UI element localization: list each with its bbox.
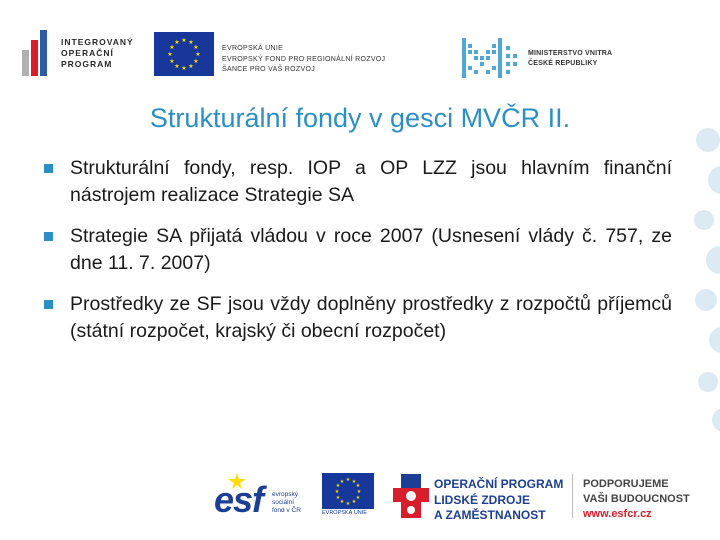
svg-text:★: ★ [195,51,201,58]
svg-text:★: ★ [174,39,180,46]
svg-text:★: ★ [167,51,173,58]
support-line: VAŠI BUDOUCNOST [583,493,690,505]
esf-wordmark: esf [214,479,264,520]
support-line: PODPORUJEME [583,478,669,490]
svg-text:★: ★ [356,489,362,495]
bullet-marker-icon [44,232,53,241]
svg-text:★: ★ [181,37,187,44]
op-lzz-line: OPERAČNÍ PROGRAM [434,477,564,491]
bullet-text: Strategie SA přijatá vládou v roce 2007 (Usnesení vlády č. 757, ze dne 11. 7. 2007) [70,225,672,274]
svg-text:★: ★ [181,65,187,72]
svg-text:★: ★ [335,495,341,501]
op-lzz-line: A ZAMĚSTNANOST [434,508,546,522]
svg-text:★: ★ [355,483,361,489]
svg-text:★: ★ [193,58,199,65]
eu-logo-line: EVROPSKÁ UNIE [222,45,284,52]
svg-text:★: ★ [174,63,180,70]
eu-logo-text [222,44,385,76]
iop-logo-line: OPERAČNÍ [61,47,114,58]
ministry-logo-line: MINISTERSTVO VNITRA [528,50,613,57]
ministry-logo-text [528,49,612,69]
esf-logo-line: fond v ČR [272,507,301,514]
iop-logo-line: INTEGROVANÝ [61,36,134,47]
bullet-item [44,155,672,209]
svg-text:★: ★ [169,58,175,65]
op-lzz-icon [393,474,429,518]
slide-title: Strukturální fondy v gesci MVČR II. [149,103,571,133]
bullet-text: Strukturální fondy, resp. IOP a OP LZZ jsou hlavním finanční nástrojem realizace Strategie SA [70,157,672,206]
op-lzz-text [434,477,563,524]
eu-flag-icon [154,32,214,76]
eu-flag-caption: EVROPSKÁ UNIE [322,510,367,516]
svg-text:★: ★ [188,39,194,46]
support-web-link[interactable]: www.esfcr.cz [583,508,652,520]
svg-text:★: ★ [351,499,357,505]
svg-text:★: ★ [339,499,345,505]
eu-logo-line: ŠANCE PRO VAŠ ROZVOJ [222,66,315,73]
eu-logo-line: EVROPSKÝ FOND PRO REGIONÁLNÍ ROZVOJ [222,55,386,63]
bullet-item [44,223,672,277]
svg-text:★: ★ [193,44,199,51]
eu-flag-small-icon [322,473,374,509]
bullet-marker-icon [44,300,53,309]
svg-text:★: ★ [355,495,361,501]
svg-text:★: ★ [334,489,340,495]
esf-logo-text [272,491,301,515]
bullet-item [44,291,672,345]
iop-bars-icon [22,30,56,76]
bullet-list [44,155,672,359]
iop-logo [22,30,134,76]
footer-divider [572,474,573,518]
svg-text:★: ★ [351,479,357,485]
iop-logo-text [61,37,134,70]
bullet-text: Prostředky ze SF jsou vždy doplněny prostředky z rozpočtů příjemců (státní rozpočet, krajský či obecní rozpočet) [70,293,672,342]
iop-logo-line: PROGRAM [61,58,113,69]
svg-text:★: ★ [188,63,194,70]
esf-logo-line: sociální [272,499,295,506]
bullet-marker-icon [44,164,53,173]
ministry-dot-grid-icon [462,36,520,78]
svg-text:★: ★ [169,44,175,51]
svg-text:★: ★ [335,483,341,489]
support-slogan [583,477,690,522]
svg-text:★: ★ [345,477,351,483]
svg-text:★: ★ [345,501,351,507]
ministry-logo-line: ČESKÉ REPUBLIKY [528,60,598,67]
decorative-dots [678,120,720,440]
op-lzz-line: LIDSKÉ ZDROJE [434,492,531,507]
esf-logo-line: evropský [272,491,299,498]
svg-text:★: ★ [339,479,345,485]
